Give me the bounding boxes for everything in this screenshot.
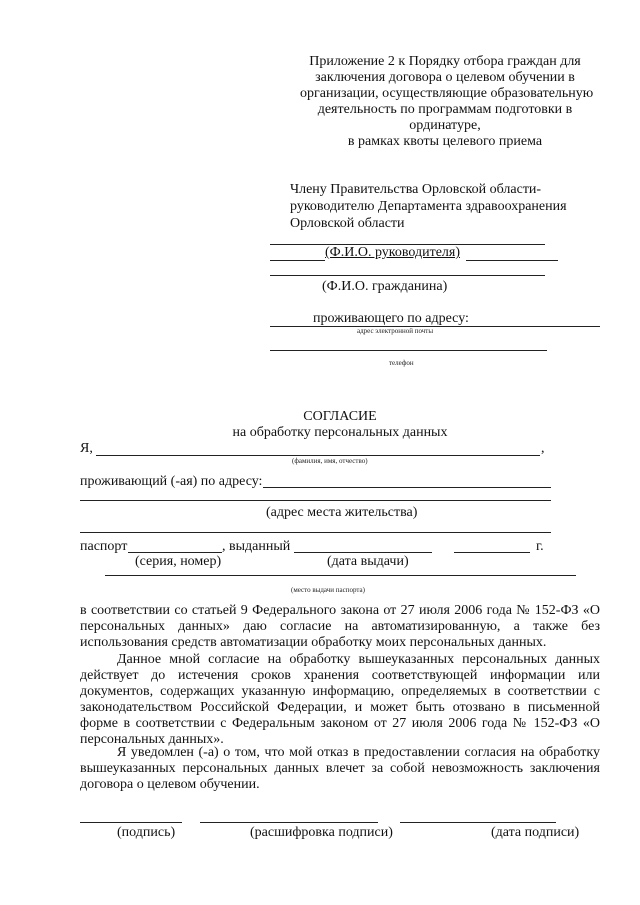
email-caption: адрес электронной почты	[357, 327, 434, 335]
passport-number-line	[128, 552, 222, 553]
addressee-line: Члену Правительства Орловской области-	[290, 182, 542, 197]
paragraph-1: в соответствии со статьей 9 Федерального закона от 27 июля 2006 года № 152-ФЗ «О персональных данных» даю согласие на автоматизированную, а также без использования средств автоматизации обработку моих персональных данных.	[80, 603, 600, 650]
signature-line	[80, 822, 182, 823]
appendix-line: организации, осуществляющие образовательную	[300, 86, 594, 101]
fio-line	[96, 455, 540, 456]
appendix-line: заключения договора о целевом обучении в	[315, 70, 575, 85]
addressee-line: Орловской области	[290, 216, 405, 231]
appendix-line: в рамках квоты целевого приема	[347, 134, 543, 149]
place-line	[105, 575, 576, 576]
document-title: СОГЛАСИЕ	[303, 409, 377, 424]
fio-caption: (фамилия, имя, отчество)	[292, 457, 368, 465]
blank-line	[270, 326, 600, 327]
appendix-line: Приложение 2 к Порядку отбора граждан для	[309, 54, 581, 69]
residing-label: проживающий (-ая) по адресу:	[80, 474, 263, 489]
appendix-line: ординатуре,	[409, 118, 481, 133]
head-name-caption: (Ф.И.О. руководителя)	[325, 245, 460, 260]
signature-caption: (подпись)	[117, 825, 176, 840]
residing-label: проживающего по адресу:	[313, 311, 469, 326]
issued-label: , выданный	[222, 539, 291, 554]
paragraph-3: Я уведомлен (-а) о том, что мой отказ в предоставлении согласия на обработку вышеуказанных персональных данных влечет за собой невозможность заключения договора о целевом обучении.	[80, 745, 600, 792]
series-caption: (серия, номер)	[135, 554, 222, 569]
place-caption: (место выдачи паспорта)	[291, 586, 365, 594]
document-subtitle: на обработку персональных данных	[232, 425, 448, 440]
blank-line	[466, 260, 558, 261]
paragraph-2: Данное мной согласие на обработку вышеуказанных персональных данных действует до истечения сроков хранения соответствующей информации или документов, содержащих указанную информацию, определяемых в соответствии с законодательством Российской Федерации, и может быть отозвано в письменной форме в соответствии с Федеральным законом от 27 июля 2006 года № 152-ФЗ «О персональных данных».	[80, 652, 600, 747]
citizen-name-caption: (Ф.И.О. гражданина)	[322, 279, 448, 294]
year-label: г.	[536, 539, 544, 554]
date-line	[400, 822, 556, 823]
phone-caption: телефон	[389, 359, 414, 367]
passport-label: паспорт	[80, 539, 128, 554]
address-caption: (адрес места жительства)	[266, 505, 418, 520]
blank-line	[270, 260, 325, 261]
date-caption: (дата выдачи)	[327, 554, 409, 569]
blank-line	[270, 350, 547, 351]
date-signature-caption: (дата подписи)	[491, 825, 580, 840]
blank-line	[270, 275, 545, 276]
appendix-line: деятельность по программам подготовки в	[317, 102, 573, 117]
decoding-line	[200, 822, 378, 823]
address-line	[263, 487, 551, 488]
addressee-line: руководителю Департамента здравоохранения	[290, 199, 567, 214]
address-line	[80, 532, 551, 533]
passport-date-line	[294, 552, 432, 553]
decoding-caption: (расшифровка подписи)	[250, 825, 393, 840]
i-label: Я,	[80, 441, 93, 456]
address-line	[80, 500, 551, 501]
comma: ,	[541, 441, 545, 456]
passport-year-line	[454, 552, 530, 553]
